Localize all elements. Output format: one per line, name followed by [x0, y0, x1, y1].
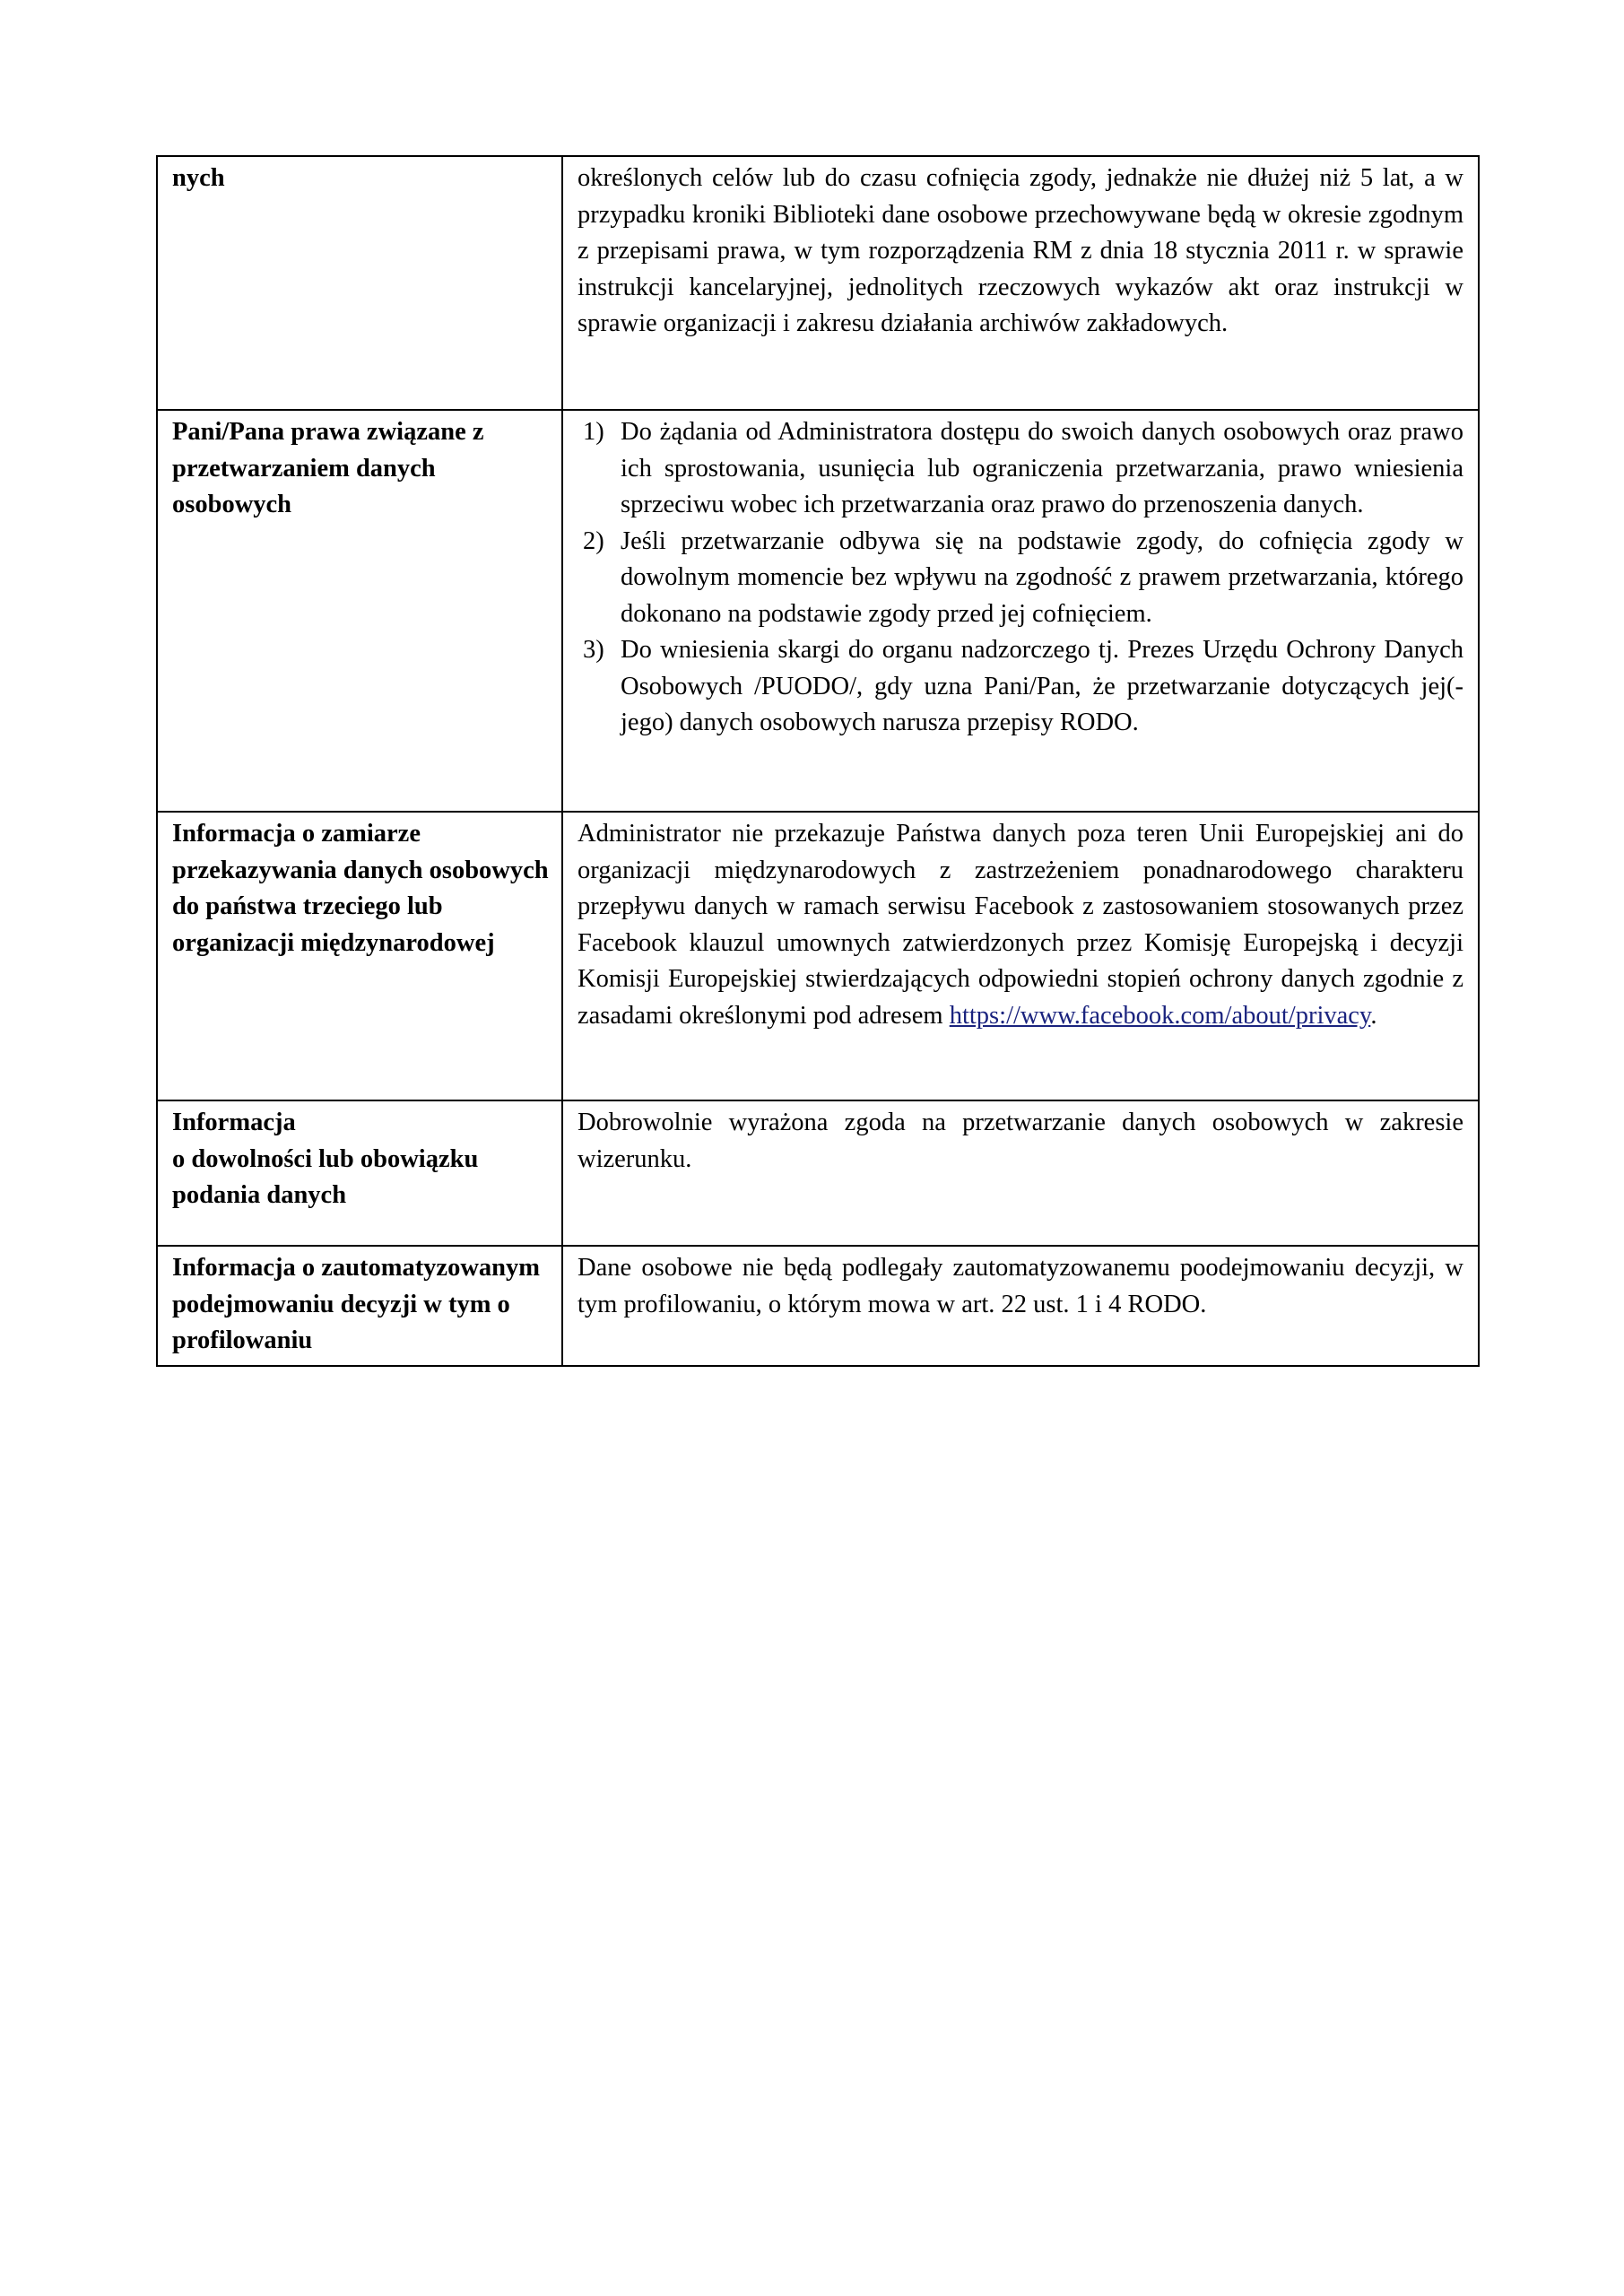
list-item-text: Jeśli przetwarzanie odbywa się na podstawie zgody, do cofnięcia zgody w dowolnym momencie bez wpływu na zgodność z prawem przetwarzania, którego dokonano na podstawie zgody przed jej cofnięciem.	[621, 526, 1463, 628]
table-row	[157, 1100, 1479, 1246]
table-row	[157, 1246, 1479, 1366]
storage-period-text: określonych celów lub do czasu cofnięcia zgody, jednakże nie dłużej niż 5 lat, a w przypadku kroniki Biblioteki dane osobowe przechowywane będą w okresie zgodnym z przepisami prawa, w tym rozporządzenia RM z dnia 18 stycznia 2011 r. w sprawie instrukcji kancelaryjnej, jednolitych rzeczowych wykazów akt oraz instrukcji w sprawie organizacji i zakresu działania archiwów zakładowych.	[578, 164, 1463, 337]
row-label: Informacja o zautomatyzowanym podejmowaniu decyzji w tym o profilowaniu	[172, 1254, 541, 1354]
row-label-cell	[157, 410, 562, 812]
row-label-cell	[157, 156, 562, 410]
list-number: 1)	[583, 418, 604, 446]
list-item-text: Do żądania od Administratora dostępu do swoich danych osobowych oraz prawo ich sprostowania, usunięcia lub ograniczenia przetwarzania, prawo wniesienia sprzeciwu wobec ich przetwarzania oraz prawo do przenoszenia danych.	[621, 418, 1463, 518]
row-label-cell	[157, 1100, 562, 1246]
list-item	[578, 632, 1463, 742]
transfer-info-suffix: .	[1370, 1001, 1377, 1030]
facebook-privacy-link[interactable]: https://www.facebook.com/about/privacy	[949, 1001, 1371, 1030]
info-table	[156, 155, 1480, 1367]
row-label-cell	[157, 1246, 562, 1366]
row-label: nych	[172, 164, 225, 192]
table-row	[157, 410, 1479, 812]
row-label: Informacja o zamiarze przekazywania danych osobowych do państwa trzeciego lub organizacji międzynarodowej	[172, 820, 549, 957]
row-label-cell	[157, 812, 562, 1100]
table-row	[157, 812, 1479, 1100]
transfer-info-text	[578, 816, 1463, 1034]
row-content-cell	[562, 1100, 1479, 1246]
list-number: 3)	[583, 636, 604, 664]
rights-list	[578, 414, 1463, 742]
list-item	[578, 414, 1463, 524]
row-content-cell	[562, 156, 1479, 410]
row-label-line1: Informacja	[172, 1109, 296, 1136]
table-row	[157, 156, 1479, 410]
profiling-info-text: Dane osobowe nie będą podlegały zautomatyzowanemu poodejmowaniu decyzji, w tym profilowaniu, o którym mowa w art. 22 ust. 1 i 4 RODO.	[578, 1254, 1463, 1318]
transfer-info-body: Administrator nie przekazuje Państwa danych poza teren Unii Europejskiej ani do organizacji międzynarodowych z zastrzeżeniem ponadnarodowego charakteru przepływu danych w ramach serwisu Facebook z zastosowaniem stosowanych przez Facebook klauzul umownych zatwierdzonych przez Komisję Europejską i decyzji Komisji Europejskiej stwierdzających odpowiedni stopień ochrony danych zgodnie z zasadami określonymi pod adresem	[578, 820, 1463, 1030]
list-item	[578, 524, 1463, 633]
list-number: 2)	[583, 526, 604, 555]
list-item-text: Do wniesienia skargi do organu nadzorczego tj. Prezes Urzędu Ochrony Danych Osobowych /PUODO/, gdy uzna Pani/Pan, że przetwarzanie dotyczących jej(-jego) danych osobowych narusza przepisy RODO.	[621, 636, 1463, 736]
row-label: Pani/Pana prawa związane z przetwarzaniem danych osobowych	[172, 418, 484, 518]
row-content-cell	[562, 410, 1479, 812]
voluntary-info-text: Dobrowolnie wyrażona zgoda na przetwarzanie danych osobowych w zakresie wizerunku.	[578, 1109, 1463, 1173]
row-content-cell	[562, 812, 1479, 1100]
row-content-cell	[562, 1246, 1479, 1366]
row-label-line2: o dowolności lub obowiązku podania danych	[172, 1144, 479, 1209]
